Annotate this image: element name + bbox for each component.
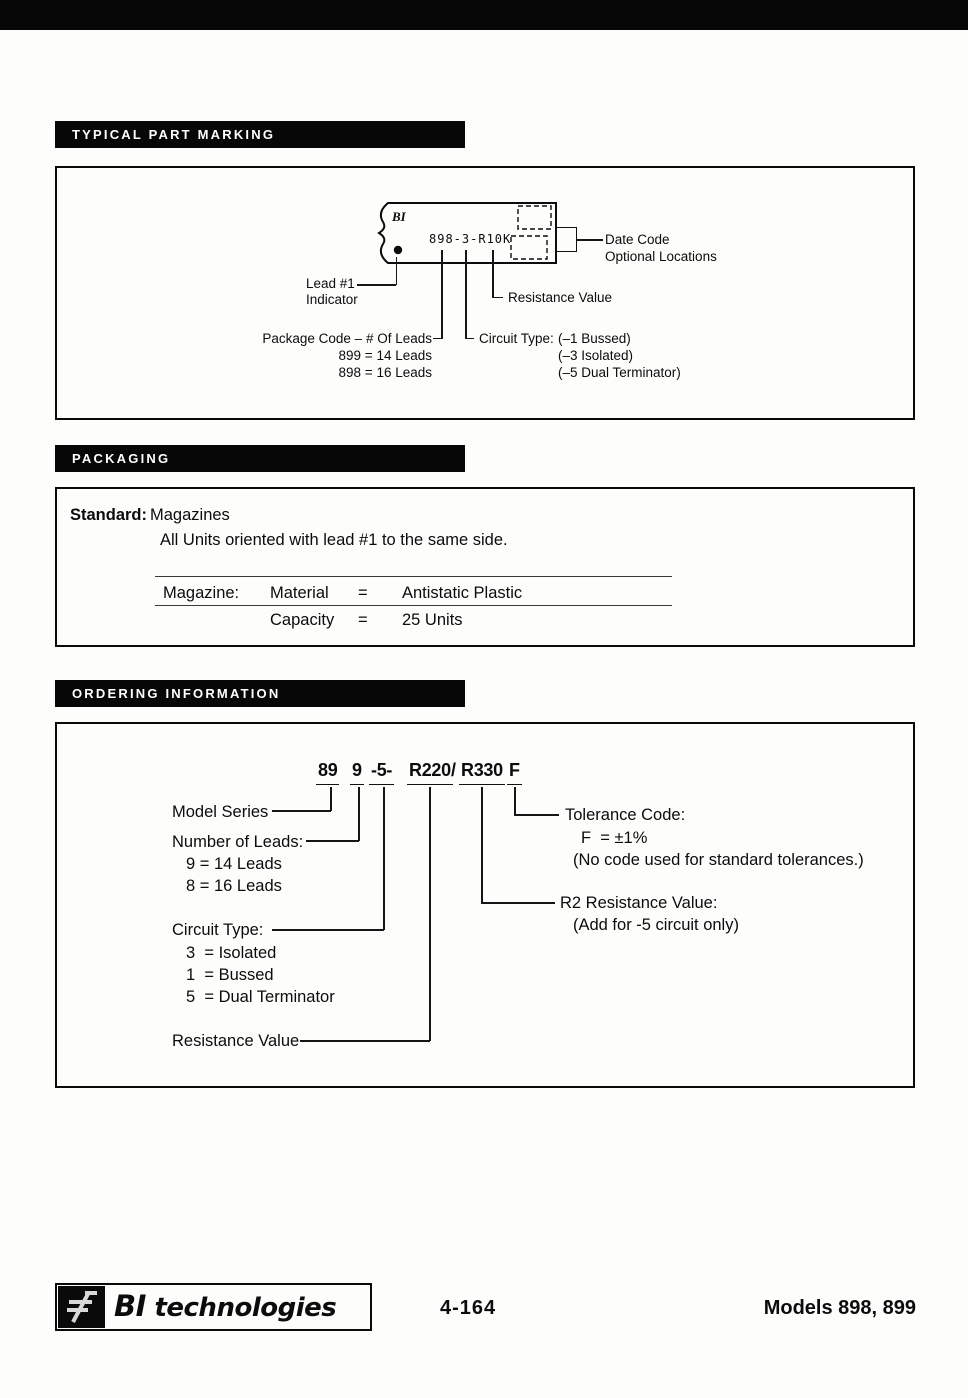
part-seg-leads: 9 [350, 760, 364, 785]
part-seg-slash: / [451, 760, 456, 780]
section-header-ordering [55, 680, 465, 707]
circuit-isolated: (–3 Isolated) [558, 348, 634, 363]
line-circuit-v [383, 787, 385, 930]
callout-line-resistance-v [492, 250, 494, 298]
callout-package-code [236, 330, 432, 381]
line-leads-v [358, 787, 360, 841]
r2-resistance-label: R2 Resistance Value: [560, 894, 718, 912]
device-logo: BI [392, 209, 406, 224]
part-seg-r1: R220 [407, 760, 453, 785]
line-resistance-v [429, 787, 431, 1041]
section-header-part-marking [55, 121, 465, 148]
date-code-label: Date Code [605, 232, 670, 247]
callout-resistance: Resistance Value [508, 290, 613, 305]
line-leads-h [306, 840, 359, 842]
date-code-slot-bottom [511, 236, 547, 259]
callout-line-package-v [441, 250, 443, 339]
line-tolerance-v [514, 787, 516, 815]
callout-line-circuit-h [465, 338, 474, 340]
circuit-type-label: Circuit Type: [172, 921, 264, 939]
table-rule-mid [155, 605, 672, 606]
device-marking: 898-3-R10K [429, 232, 512, 246]
package-code-899: 899 = 14 Leads [338, 348, 432, 363]
package-code-label: Package Code – # Of Leads [262, 331, 432, 346]
callout-line-resistance-h [492, 297, 503, 299]
circuit-dual-terminator: (–5 Dual Terminator) [558, 365, 681, 380]
standard-label: Standard: [70, 506, 148, 524]
row-material-value: Antistatic Plastic [402, 584, 523, 602]
section-title: TYPICAL PART MARKING [72, 127, 276, 142]
date-code-slot-top [518, 206, 551, 229]
row-capacity-value: 25 Units [402, 611, 463, 629]
package-code-898: 898 = 16 Leads [338, 365, 432, 380]
table-rule-top [155, 576, 672, 577]
tolerance-note: (No code used for standard tolerances.) [573, 851, 864, 869]
leads-9-option: 9 = 14 Leads [186, 855, 282, 873]
orientation-note: All Units oriented with lead #1 to the same side. [160, 531, 508, 549]
model-series-label: Model Series [172, 803, 269, 821]
callout-line-lead1-v [396, 257, 398, 285]
part-seg-circuit: -5- [369, 760, 394, 785]
footer-models: Models 898, 899 [763, 1297, 916, 1319]
date-code-side-tab [556, 227, 577, 252]
line-circuit-h [272, 929, 384, 931]
callout-line-package-h [433, 338, 442, 340]
line-model-v [330, 787, 332, 811]
callout-line-date-code [577, 239, 603, 241]
part-seg-tolerance: F [507, 760, 522, 785]
tolerance-code-label: Tolerance Code: [565, 806, 686, 824]
callout-lead1 [306, 276, 358, 308]
circuit-type-label: Circuit Type: [479, 331, 554, 346]
callout-line-circuit-v [465, 250, 467, 338]
part-seg-model: 89 [316, 760, 339, 785]
part-seg-r2: R330 [459, 760, 505, 785]
circuit-bussed: (–1 Bussed) [558, 331, 631, 346]
row-capacity-eq: = [358, 611, 368, 629]
r2-resistance-note: (Add for -5 circuit only) [573, 916, 739, 934]
line-resistance-h [300, 1040, 430, 1042]
leads-8-option: 8 = 16 Leads [186, 877, 282, 895]
circuit-5-option: 5 = Dual Terminator [186, 988, 335, 1006]
section-header-packaging [55, 445, 465, 472]
brand-wordmark [114, 1289, 336, 1323]
magazine-label: Magazine: [163, 584, 240, 602]
circuit-1-option: 1 = Bussed [186, 966, 274, 984]
circuit-3-option: 3 = Isolated [186, 944, 277, 962]
callout-circuit-values [558, 330, 681, 381]
number-of-leads-label: Number of Leads: [172, 833, 304, 851]
section-title: ORDERING INFORMATION [72, 686, 281, 701]
line-r2-v [481, 787, 483, 903]
row-material-eq: = [358, 584, 368, 602]
line-model-h [272, 810, 331, 812]
tolerance-value: F = ±1% [581, 829, 648, 847]
page-number: 4-164 [440, 1297, 497, 1319]
section-title: PACKAGING [72, 451, 171, 466]
line-r2-h [481, 902, 555, 904]
top-black-bar [0, 0, 968, 30]
lead1-dot-icon [394, 246, 402, 254]
standard-value: Magazines [150, 506, 230, 524]
lead1-sublabel: Indicator [306, 292, 358, 307]
resistance-value-label: Resistance Value [172, 1032, 300, 1050]
line-tolerance-h [514, 814, 559, 816]
bi-logo-icon [58, 1286, 105, 1328]
date-code-sublabel: Optional Locations [605, 249, 717, 264]
row-capacity-name: Capacity [270, 611, 335, 629]
row-material-name: Material [270, 584, 329, 602]
callout-line-lead1-h [357, 284, 396, 286]
lead1-label: Lead #1 [306, 276, 355, 291]
brand-technologies: technologies [145, 1293, 337, 1323]
callout-date-code [605, 231, 717, 265]
brand-bi: BI [114, 1289, 146, 1323]
